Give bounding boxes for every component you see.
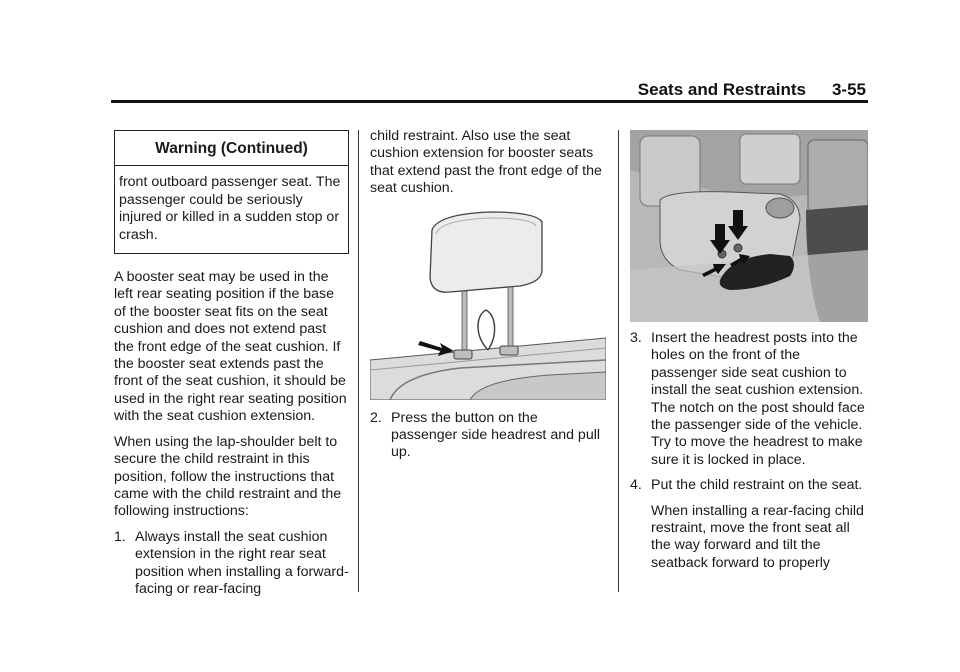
step-text: Put the child restraint on the seat. xyxy=(651,477,863,494)
step-number: 1. xyxy=(114,528,126,545)
page-number: 3-55 xyxy=(831,80,866,99)
header-rule xyxy=(111,100,868,103)
page-header xyxy=(638,80,866,100)
list-item-step-2 xyxy=(370,410,606,462)
warning-body: front outboard passenger seat. The passenger could be seriously injured or killed in a sudden stop or crash. xyxy=(119,174,341,243)
warning-box xyxy=(114,130,349,254)
warning-title: Warning (Continued) xyxy=(115,131,348,166)
step-text: Press the button on the passenger side headrest and pull up. xyxy=(391,409,601,461)
column-1 xyxy=(114,130,349,598)
step-number: 4. xyxy=(630,477,642,494)
column-divider xyxy=(358,130,359,592)
step-number: 2. xyxy=(370,409,382,426)
paragraph-step-4-note: When installing a rear-facing child restraint, move the front seat all the way forward and tilt the seatback forward to properly xyxy=(651,502,864,571)
list-item-step-4 xyxy=(630,477,868,494)
step-text: Always install the seat cushion extension in the right rear seat position when installing a forward-facing or rear-facing xyxy=(135,528,349,597)
section-title: Seats and Restraints xyxy=(637,80,806,99)
step-number: 3. xyxy=(630,330,642,346)
column-2 xyxy=(370,128,606,462)
seat-cushion-photo xyxy=(630,130,868,322)
step-text: Insert the headrest posts into the holes on the front of the passenger side seat cushion to install the seat cushion extension. The notch on the post should face the passenger side of the vehicle. Try to move the headrest to make sure it is locked in place. xyxy=(651,330,865,468)
column-divider xyxy=(618,130,619,592)
paragraph-lap-shoulder-belt: When using the lap-shoulder belt to secure the child restraint in this position, follow the instructions that came with the child restraint and the following instructions: xyxy=(114,433,342,520)
paragraph-booster-seat: A booster seat may be used in the left rear seating position if the base of the booster seat fits on the seat cushion and does not extend past the front edge of the seat cushion. If the booster seat extends past the front of the seat cushion, it should be used in the right rear seating position with the seat cushion extension. xyxy=(114,269,347,425)
paragraph-continuation: child restraint. Also use the seat cushion extension for booster seats that extend past the front edge of the seat cushion. xyxy=(370,128,602,197)
list-item-step-3 xyxy=(630,330,868,469)
headrest-illustration xyxy=(370,210,606,400)
column-3 xyxy=(630,130,868,572)
list-item-step-1 xyxy=(114,529,349,599)
